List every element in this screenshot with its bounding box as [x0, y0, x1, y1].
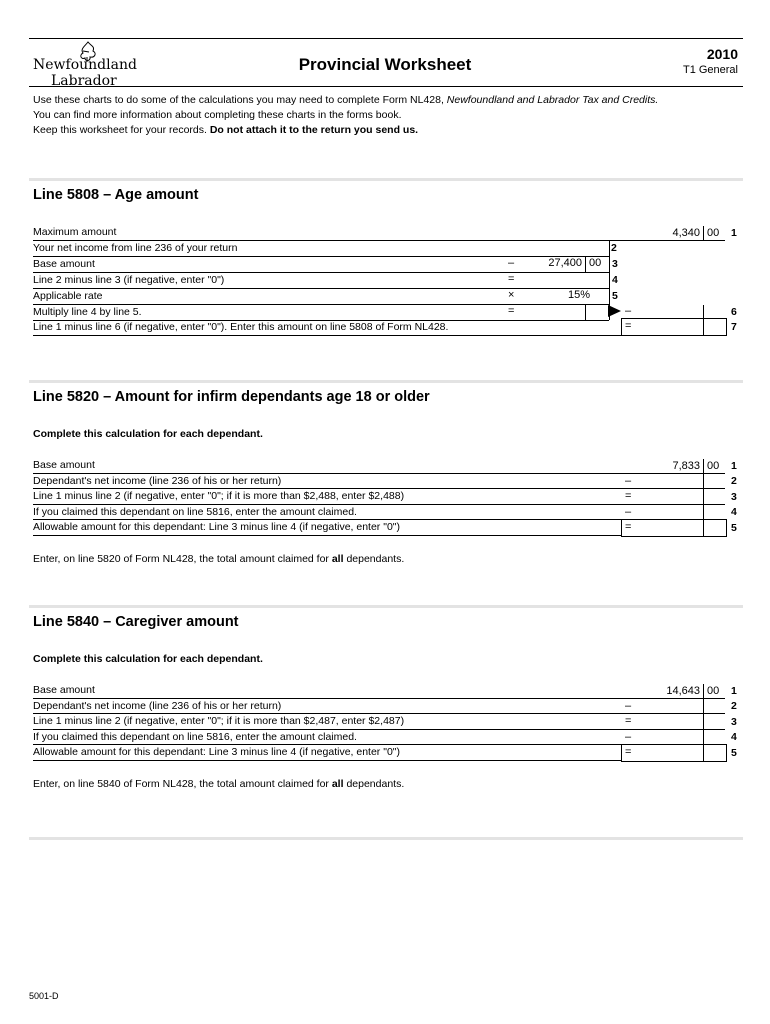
s5840-op-4: –: [625, 731, 632, 743]
s5808-max-dollars: 4,340: [672, 227, 700, 239]
top-rule: [29, 38, 743, 39]
section-5808-line: Line 5808: [33, 187, 100, 203]
s5808-base-dollars: 27,400: [548, 257, 582, 269]
s5840-footer-all: all: [331, 778, 344, 790]
page-title: Provincial Worksheet: [298, 55, 472, 74]
s5820-op-3: =: [625, 490, 632, 502]
header-rule: [29, 86, 743, 87]
s5820-line-no-4: 4: [731, 506, 737, 518]
s5840-line-no-3: 3: [731, 716, 737, 728]
s5820-footer-text: Enter, on line 5820 of Form NL428, the total amount claimed for: [33, 553, 332, 565]
s5808-op-minus-6: –: [625, 305, 632, 317]
s5820-row-4: If you claimed this dependant on line 5816, enter the amount claimed.: [33, 506, 357, 518]
s5840-row-1: Base amount: [33, 684, 95, 696]
s5808-op-equals-7: =: [625, 320, 632, 332]
s5808-line-no-5: 5: [612, 290, 618, 302]
s5840-line-5-field[interactable]: [621, 744, 727, 762]
logo-line-1: Newfoundland: [33, 57, 137, 73]
s5840-op-3: =: [625, 715, 632, 727]
form-type: T1 General: [682, 64, 738, 76]
s5840-row-3: Line 1 minus line 2 (if negative, enter "0"; if it is more than $2,487, enter $2,487): [33, 715, 405, 727]
s5820-base-dollars: 7,833: [672, 460, 700, 472]
s5820-footer-end: dependants.: [343, 553, 405, 565]
s5840-line-no-4: 4: [731, 731, 737, 743]
form-code: 5001-D: [29, 991, 59, 1001]
logo-line-2: Labrador: [51, 73, 117, 89]
s5840-base-cents: 00: [707, 685, 720, 697]
s5840-footer-end: dependants.: [343, 778, 405, 790]
s5820-row-3: Line 1 minus line 2 (if negative, enter "0"; if it is more than $2,488, enter $2,488): [33, 490, 405, 502]
s5820-footer: [33, 552, 404, 567]
s5808-max-cents: 00: [707, 227, 720, 239]
section-5840-header: [29, 605, 743, 650]
section-5820-line: Line 5820: [33, 389, 100, 405]
s5820-base-cents: 00: [707, 460, 720, 472]
s5808-line-7-field[interactable]: [621, 318, 727, 336]
s5820-line-no-3: 3: [731, 491, 737, 503]
s5808-op-equals-4: =: [508, 273, 515, 285]
s5840-op-5: =: [625, 746, 632, 758]
s5820-footer-all: all: [331, 553, 344, 565]
s5808-row-3: Base amount: [33, 258, 95, 270]
s5840-row-5: Allowable amount for this dependant: Line 3 minus line 4 (if negative, enter "0"): [33, 746, 401, 758]
s5820-op-4: –: [625, 506, 632, 518]
s5808-line-no-1: 1: [731, 227, 737, 239]
s5840-footer-text: Enter, on line 5840 of Form NL428, the total amount claimed for: [33, 778, 332, 790]
intro-line-3: Keep this worksheet for your records.: [33, 124, 210, 136]
s5820-line-no-2: 2: [731, 475, 737, 487]
s5808-rate: 15%: [567, 289, 590, 301]
s5808-row-7: Line 1 minus line 6 (if negative, enter "0"). Enter this amount on line 5808 of Form NL428.: [33, 321, 449, 333]
intro-form-name: Newfoundland and Labrador Tax and Credits.: [446, 94, 659, 106]
s5840-footer: [33, 777, 404, 792]
s5840-base-dollars: 14,643: [666, 685, 700, 697]
s5808-base-cents: 00: [589, 257, 602, 269]
s5808-line-no-7: 7: [731, 321, 737, 333]
carry-arrow-icon: [608, 305, 622, 317]
s5820-op-2: –: [625, 475, 632, 487]
s5808-op-equals-6: =: [508, 305, 515, 317]
s5820-row-5: Allowable amount for this dependant: Line 3 minus line 4 (if negative, enter "0"): [33, 521, 401, 533]
section-5808-header: [29, 178, 743, 223]
section-5840-title: – Caregiver amount: [99, 614, 239, 630]
s5808-line-no-2: 2: [611, 242, 617, 254]
s5840-line-no-2: 2: [731, 700, 737, 712]
tax-year: 2010: [706, 46, 738, 62]
s5808-row-2: Your net income from line 236 of your return: [33, 242, 238, 254]
s5808-line-no-3: 3: [612, 258, 618, 270]
s5808-row-1: Maximum amount: [33, 226, 117, 238]
s5808-row-5: Applicable rate: [33, 290, 103, 302]
s5840-line-no-1: 1: [731, 685, 737, 697]
intro-line-1: Use these charts to do some of the calculations you may need to complete Form NL428,: [33, 94, 447, 106]
s5808-op-times-5: ×: [508, 289, 515, 301]
s5808-row-6: Multiply line 4 by line 5.: [33, 306, 142, 318]
intro-line-2: You can find more information about completing these charts in the forms book.: [33, 109, 402, 121]
intro-text: [33, 93, 743, 138]
s5820-line-5-field[interactable]: [621, 519, 727, 537]
s5820-op-5: =: [625, 521, 632, 533]
s5808-line-no-6: 6: [731, 306, 737, 318]
s5808-op-minus-3: –: [508, 257, 515, 269]
s5820-instruction: Complete this calculation for each dependant.: [33, 428, 263, 440]
s5840-line-no-5: 5: [731, 747, 737, 759]
section-5808-title: – Age amount: [99, 187, 199, 203]
section-end-rule: [29, 837, 743, 840]
s5840-op-2: –: [625, 700, 632, 712]
s5820-row-1: Base amount: [33, 459, 95, 471]
s5820-line-no-1: 1: [731, 460, 737, 472]
s5840-row-4: If you claimed this dependant on line 5816, enter the amount claimed.: [33, 731, 357, 743]
intro-warning: Do not attach it to the return you send us.: [209, 124, 419, 136]
section-5820-title: – Amount for infirm dependants age 18 or older: [99, 389, 430, 405]
s5820-row-2: Dependant's net income (line 236 of his or her return): [33, 475, 282, 487]
s5840-instruction: Complete this calculation for each dependant.: [33, 653, 263, 665]
section-5820-header: [29, 380, 743, 425]
s5808-row-4: Line 2 minus line 3 (if negative, enter "0"): [33, 274, 225, 286]
s5840-row-2: Dependant's net income (line 236 of his or her return): [33, 700, 282, 712]
s5808-line-no-4: 4: [612, 274, 618, 286]
s5820-line-no-5: 5: [731, 522, 737, 534]
section-5840-line: Line 5840: [33, 614, 100, 630]
